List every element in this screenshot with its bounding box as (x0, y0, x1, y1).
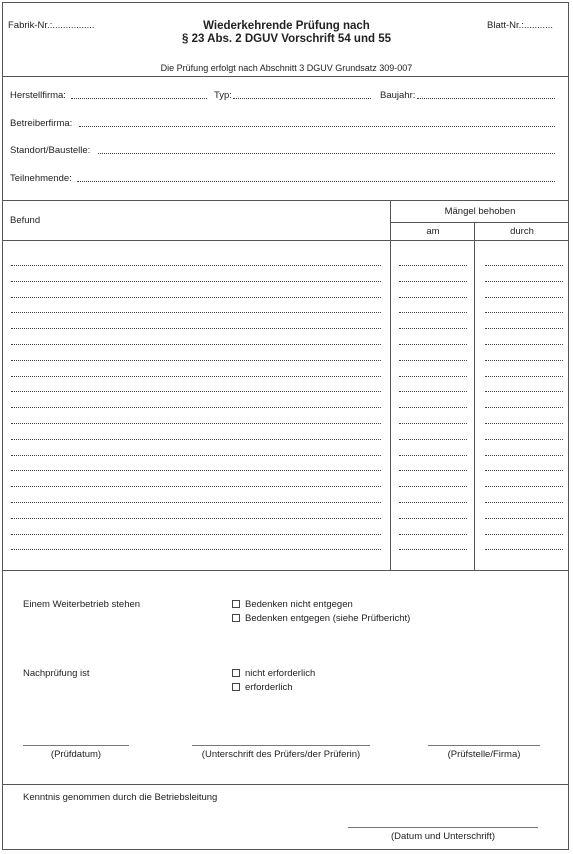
befund-line[interactable] (11, 265, 381, 266)
durch-line[interactable] (485, 344, 563, 345)
form-frame (2, 2, 569, 850)
durch-line[interactable] (485, 328, 563, 329)
am-header: am (426, 226, 440, 237)
durch-line[interactable] (485, 486, 563, 487)
standort-input[interactable] (98, 153, 555, 154)
befund-line[interactable] (11, 328, 381, 329)
durch-line[interactable] (485, 549, 563, 550)
durch-line[interactable] (485, 407, 563, 408)
fabrik-nr-label: Fabrik-Nr.: (8, 20, 53, 31)
baujahr-input[interactable] (417, 98, 555, 99)
befund-line[interactable] (11, 439, 381, 440)
am-line[interactable] (399, 534, 467, 535)
am-line[interactable] (399, 423, 467, 424)
befund-line[interactable] (11, 455, 381, 456)
datum-unterschrift-caption: (Datum und Unterschrift) (390, 831, 495, 842)
durch-line[interactable] (485, 470, 563, 471)
option-label: erforderlich (245, 682, 293, 693)
am-line[interactable] (399, 265, 467, 266)
pruefdatum-line[interactable] (23, 745, 129, 746)
am-line[interactable] (399, 502, 467, 503)
divider (2, 240, 569, 241)
befund-line[interactable] (11, 549, 381, 550)
column-divider (474, 222, 475, 570)
checkbox[interactable] (232, 683, 240, 691)
am-line[interactable] (399, 328, 467, 329)
befund-header: Befund (10, 215, 41, 226)
typ-input[interactable] (233, 98, 371, 99)
baujahr-label: Baujahr: (380, 90, 416, 101)
am-line[interactable] (399, 518, 467, 519)
weiterbetrieb-option-2[interactable] (232, 613, 410, 624)
form-title-line1: Wiederkehrende Prüfung nach (203, 20, 370, 32)
checkbox[interactable] (232, 669, 240, 677)
befund-line[interactable] (11, 312, 381, 313)
befund-line[interactable] (11, 486, 381, 487)
teilnehmende-input[interactable] (77, 181, 555, 182)
nachpruefung-option-1[interactable] (232, 668, 315, 679)
am-line[interactable] (399, 549, 467, 550)
befund-line[interactable] (11, 470, 381, 471)
checkbox[interactable] (232, 600, 240, 608)
befund-line[interactable] (11, 376, 381, 377)
durch-line[interactable] (485, 502, 563, 503)
durch-line[interactable] (485, 439, 563, 440)
durch-line[interactable] (485, 455, 563, 456)
unterschrift-line[interactable] (192, 745, 370, 746)
herstellfirma-label: Herstellfirma: (10, 90, 66, 101)
durch-header: durch (510, 226, 534, 237)
weiterbetrieb-label: Einem Weiterbetrieb stehen (23, 599, 141, 610)
am-line[interactable] (399, 344, 467, 345)
befund-line[interactable] (11, 534, 381, 535)
am-line[interactable] (399, 439, 467, 440)
am-line[interactable] (399, 470, 467, 471)
divider (2, 570, 569, 571)
divider (2, 76, 569, 77)
nachpruefung-label: Nachprüfung ist (23, 668, 90, 679)
column-divider (390, 200, 391, 570)
am-line[interactable] (399, 312, 467, 313)
form-title-line2: § 23 Abs. 2 DGUV Vorschrift 54 und 55 (182, 33, 391, 45)
checkbox[interactable] (232, 614, 240, 622)
befund-line[interactable] (11, 518, 381, 519)
durch-line[interactable] (485, 297, 563, 298)
pruefstelle-line[interactable] (428, 745, 540, 746)
am-line[interactable] (399, 376, 467, 377)
durch-line[interactable] (485, 265, 563, 266)
form-title (150, 20, 423, 46)
unterschrift-caption: (Unterschrift des Prüfers/der Prüferin) (201, 749, 361, 760)
herstellfirma-input[interactable] (71, 98, 207, 99)
durch-line[interactable] (485, 376, 563, 377)
blatt-nr-label: Blatt-Nr.: (487, 20, 524, 31)
am-line[interactable] (399, 360, 467, 361)
fabrik-nr-field[interactable] (8, 20, 95, 31)
am-line[interactable] (399, 281, 467, 282)
durch-line[interactable] (485, 281, 563, 282)
betreiberfirma-input[interactable] (79, 126, 555, 127)
durch-line[interactable] (485, 518, 563, 519)
am-line[interactable] (399, 455, 467, 456)
am-line[interactable] (399, 391, 467, 392)
durch-line[interactable] (485, 360, 563, 361)
form-subtitle: Die Prüfung erfolgt nach Abschnitt 3 DGUV Grundsatz 309-007 (160, 63, 413, 73)
option-label: Bedenken entgegen (siehe Prüfbericht) (245, 613, 411, 624)
durch-line[interactable] (485, 391, 563, 392)
befund-line[interactable] (11, 502, 381, 503)
befund-line[interactable] (11, 407, 381, 408)
befund-line[interactable] (11, 297, 381, 298)
typ-label: Typ: (214, 90, 232, 101)
divider (391, 222, 569, 223)
option-label: Bedenken nicht entgegen (245, 599, 353, 610)
standort-label: Standort/Baustelle: (10, 145, 91, 156)
weiterbetrieb-option-1[interactable] (232, 599, 353, 610)
durch-line[interactable] (485, 423, 563, 424)
kenntnis-label: Kenntnis genommen durch die Betriebsleitung (23, 792, 218, 803)
pruefstelle-caption: (Prüfstelle/Firma) (447, 749, 521, 760)
durch-line[interactable] (485, 534, 563, 535)
teilnehmende-label: Teilnehmende: (10, 173, 72, 184)
am-line[interactable] (399, 297, 467, 298)
divider (2, 200, 569, 201)
blatt-nr-field[interactable] (487, 20, 553, 31)
befund-line[interactable] (11, 391, 381, 392)
befund-line[interactable] (11, 423, 381, 424)
betriebsleitung-signature-line[interactable] (348, 827, 538, 828)
am-line[interactable] (399, 486, 467, 487)
betreiberfirma-label: Betreiberfirma: (10, 118, 73, 129)
am-line[interactable] (399, 407, 467, 408)
fabrik-nr-dots: ................ (52, 20, 95, 31)
maengel-behoben-header: Mängel behoben (444, 206, 516, 217)
durch-line[interactable] (485, 312, 563, 313)
befund-line[interactable] (11, 281, 381, 282)
befund-line[interactable] (11, 360, 381, 361)
option-label: nicht erforderlich (245, 668, 316, 679)
divider (2, 784, 569, 785)
befund-line[interactable] (11, 344, 381, 345)
blatt-nr-dots: ........... (523, 20, 553, 31)
nachpruefung-option-2[interactable] (232, 682, 293, 693)
pruefdatum-caption: (Prüfdatum) (50, 749, 102, 760)
